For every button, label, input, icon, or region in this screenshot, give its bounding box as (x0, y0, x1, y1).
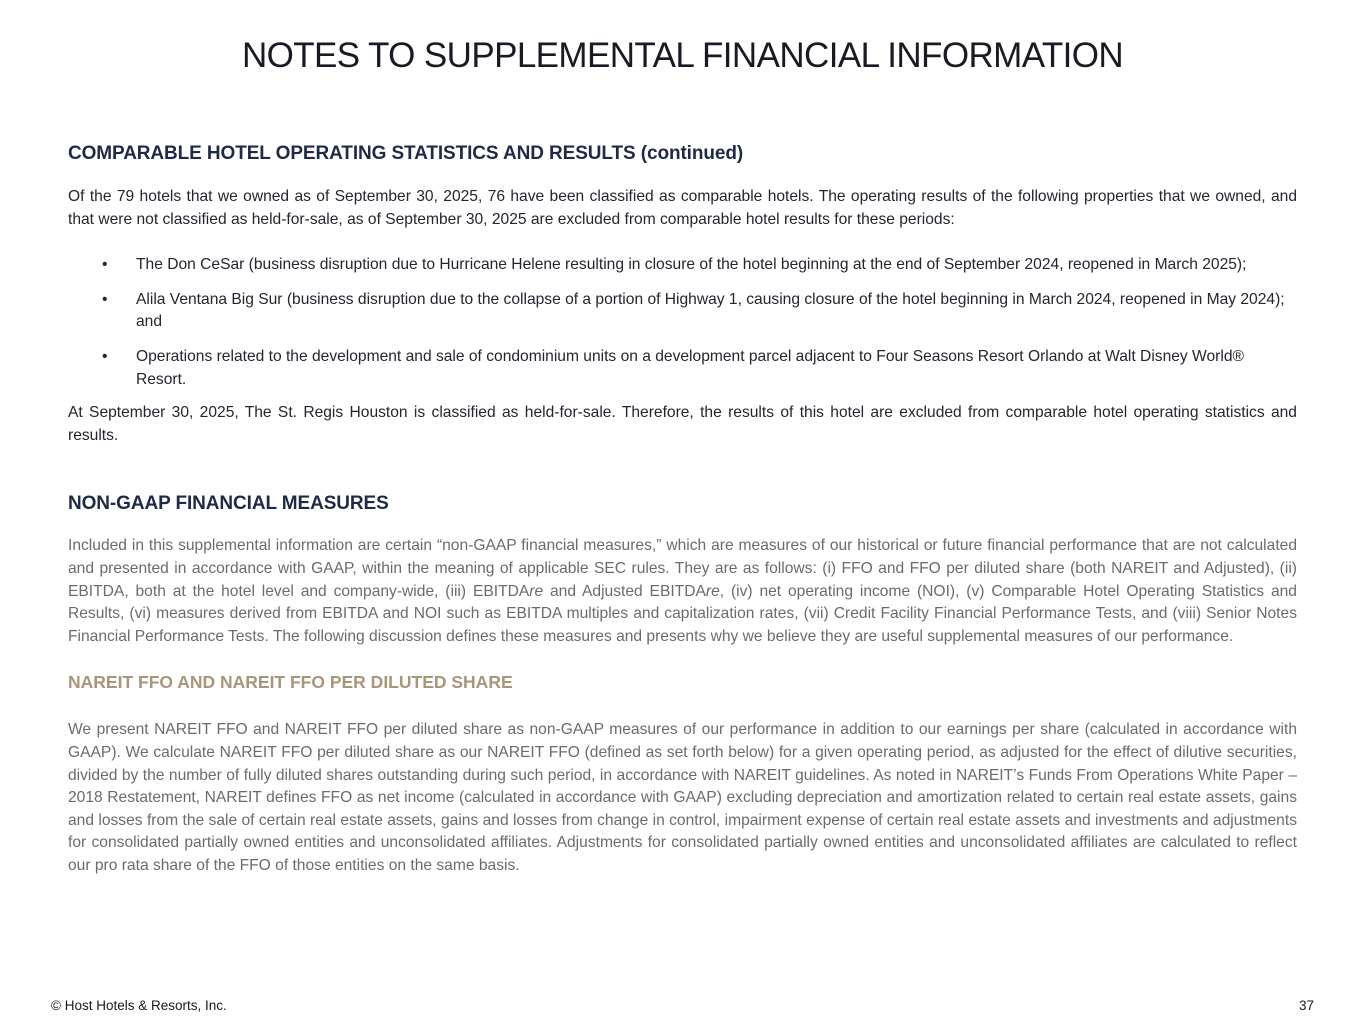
footer-copyright: © Host Hotels & Resorts, Inc. (51, 998, 227, 1013)
nareit-ffo-description: We present NAREIT FFO and NAREIT FFO per diluted share as non-GAAP measures of our performance in addition to our earnings per share (calculated in accordance with GAAP). We calculate NAREIT FFO per diluted share as our NAREIT FFO (defined as set forth below) for a given operating period, as adjusted for the effect of dilutive securities, divided by the number of fully diluted shares outstanding during such period, in accordance with NAREIT guidelines. As noted in NAREIT’s Funds From Operations White Paper – 2018 Restatement, NAREIT defines FFO as net income (calculated in accordance with GAAP) excluding depreciation and amortization related to certain real estate assets, gains and losses from the sale of certain real estate assets, gains and losses from change in control, impairment expense of certain real estate assets and investments and adjustments for consolidated partially owned entities and unconsolidated affiliates. Adjustments for consolidated partially owned entities and unconsolidated affiliates are calculated to reflect our pro rata share of the FFO of those entities on the same basis. (68, 721, 1297, 874)
list-item (68, 346, 1297, 391)
non-gaap-text-part3: , (iv) net operating income (NOI), (v) Comparable Hotel Operating Statistics and Results, (vi) measures derived from EBITDA and NOI such as EBITDA multiples and capitalization rates, (vii) Credit Facility Financial Performance Tests, and (viii) Senior Notes Financial Performance Tests. The following discussion defines these measures and presents why we believe they are useful supplemental measures of our performance. (68, 582, 1297, 645)
non-gaap-description (68, 535, 1297, 648)
list-item-text: The Don CeSar (business disruption due to Hurricane Helene resulting in closure of the hotel beginning at the end of September 2024, reopened in March 2025); (136, 256, 1247, 274)
held-for-sale-note: At September 30, 2025, The St. Regis Houston is classified as held-for-sale. Therefore, the results of this hotel are excluded from comparable hotel operating statistics and results. (68, 404, 1297, 444)
document-body (68, 143, 1297, 877)
section-heading-comparable-hotels: COMPARABLE HOTEL OPERATING STATISTICS AND RESULTS (continued) (68, 143, 744, 164)
list-item-text: Operations related to the development and sale of condominium units on a development parcel adjacent to Four Seasons Resort Orlando at Walt Disney World® Resort. (136, 347, 1244, 388)
excluded-properties-list (68, 254, 1297, 391)
bullet-marker: • (102, 290, 108, 308)
bullet-marker: • (102, 256, 108, 274)
page-title: NOTES TO SUPPLEMENTAL FINANCIAL INFORMATION (241, 36, 1124, 75)
subsection-heading-nareit-ffo: NAREIT FFO AND NAREIT FFO PER DILUTED SHARE (68, 672, 513, 693)
list-item (68, 289, 1297, 334)
adjusted-ebitda-re-suffix: re (705, 582, 720, 600)
list-item (68, 254, 1297, 277)
list-item-text: Alila Ventana Big Sur (business disruption due to the collapse of a portion of Highway 1, causing closure of the hotel beginning in March 2024, reopened in May 2024); and (136, 290, 1285, 331)
non-gaap-text-part2: and Adjusted EBITDA (543, 582, 706, 600)
bullet-marker: • (102, 347, 108, 365)
ebitda-re-suffix: re (529, 582, 544, 600)
comparable-hotels-intro: Of the 79 hotels that we owned as of September 30, 2025, 76 have been classified as comparable hotels. The operating results of the following properties that we owned, and that were not classified as held-for-sale, as of September 30, 2025 are excluded from comparable hotel results for these periods: (68, 188, 1297, 228)
footer-page-number: 37 (1298, 998, 1314, 1013)
non-gaap-text-part1: Included in this supplemental information are certain “non-GAAP financial measures,” which are measures of our historical or future financial performance that are not calculated and presented in accordance with GAAP, within the meaning of applicable SEC rules. They are as follows: (i) FFO and FFO per diluted share (both NAREIT and Adjusted), (ii) EBITDA, both at the hotel level and company-wide, (iii) EBITDA (68, 537, 1297, 600)
section-heading-non-gaap: NON-GAAP FINANCIAL MEASURES (68, 493, 389, 515)
